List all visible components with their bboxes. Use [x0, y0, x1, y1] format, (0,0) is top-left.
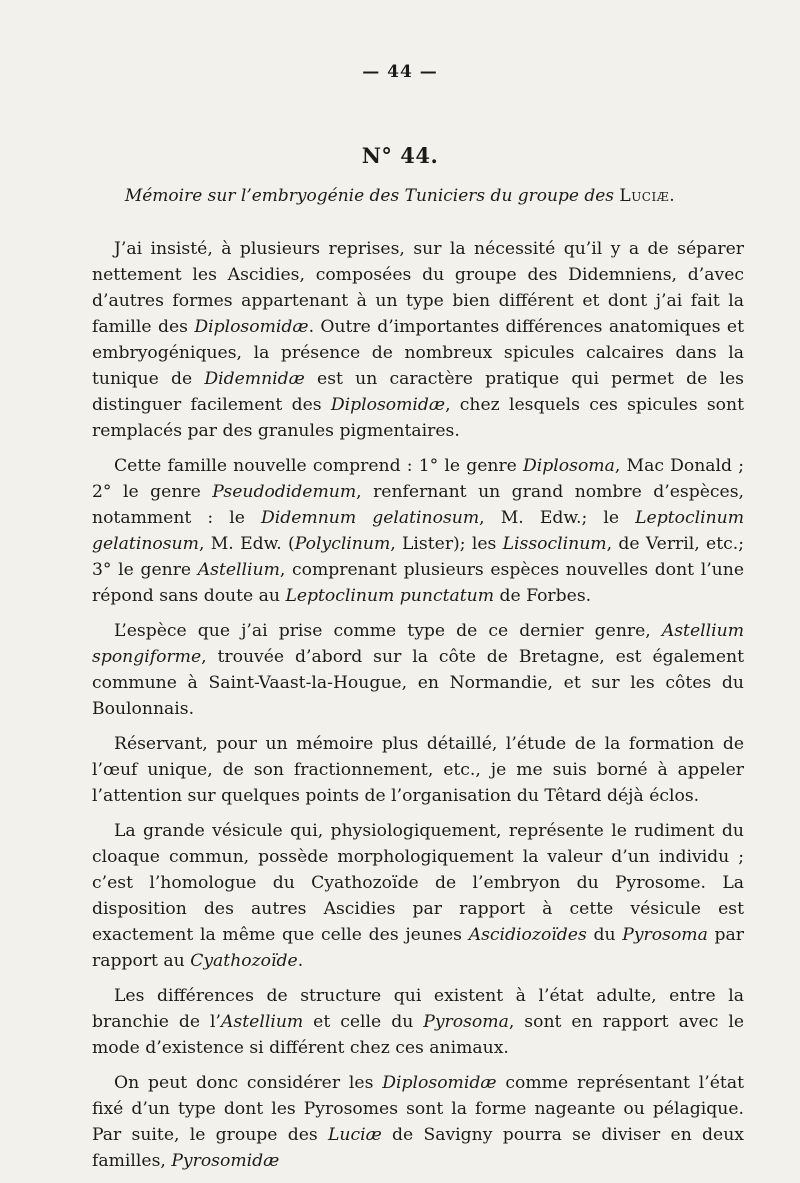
italic-term: Pyrosoma: [622, 925, 708, 945]
italic-term: Astellium: [221, 1012, 304, 1032]
text-run: , Mac Donald ; 2° le genre: [92, 456, 744, 502]
paragraph: [92, 453, 744, 609]
paragraph: [92, 236, 744, 444]
section-number: N° 44.: [361, 143, 439, 168]
text-run: J’ai insisté, à plusieurs reprises, sur la nécessité qu’il y a de séparer nettement les Ascidies, composées du groupe des Didemniens, d’avec d’autres formes appartenant à un type bien différent et dont j’ai fait la famille des: [92, 239, 744, 337]
text-run: , de Verril, etc.; 3° le genre: [92, 534, 744, 580]
page-number: — 44 —: [362, 62, 438, 82]
text-run: de Forbes.: [494, 586, 592, 606]
italic-term: Leptoclinum gelatinosum: [92, 508, 745, 554]
paragraph: [92, 1070, 744, 1174]
italic-term: Astellium spongiforme: [92, 621, 744, 667]
text-run: par rapport au: [92, 925, 745, 971]
paragraph: [92, 618, 744, 722]
italic-term: Didemnum gelatinosum: [260, 508, 480, 528]
paragraph: [92, 983, 744, 1061]
paragraph: [92, 818, 744, 974]
text-run: , comprenant plusieurs espèces nouvelles dont l’une répond sans doute au: [92, 560, 744, 606]
italic-term: Polyclinum: [294, 534, 391, 554]
text-run: , chez lesquels ces spicules sont remplacés par des granules pigmentaires.: [92, 395, 744, 441]
text-run: Réservant, pour un mémoire plus détaillé, l’étude de la formation de l’œuf unique, de son fractionnement, etc., je me suis borné à appeler l’attention sur quelques points de l’organisation du Têtard déjà éclos.: [92, 734, 744, 806]
italic-term: Lissoclinum: [502, 534, 607, 554]
text-run: L’espèce que j’ai prise comme type de ce dernier genre,: [114, 621, 662, 641]
text-run: , Lister); les: [390, 534, 503, 554]
text-run: et celle du: [303, 1012, 424, 1032]
text-run: , M. Edw.; le: [479, 508, 636, 528]
italic-term: Diplosomidæ: [194, 317, 309, 337]
italic-term: Leptoclinum punctatum: [285, 586, 494, 606]
text-run: , M. Edw. (: [198, 534, 295, 554]
italic-term: Diplosomidæ: [382, 1073, 497, 1093]
body-text: [92, 236, 744, 1183]
italic-term: Didemnidæ: [204, 369, 305, 389]
text-run: Cette famille nouvelle comprend : 1° le genre: [114, 456, 524, 476]
italic-term: Diplosomidæ: [330, 395, 446, 415]
text-run: , trouvée d’abord sur la côte de Bretagne, est également commune à Saint-Vaast-la-Hougue, en Normandie, et sur les côtes du Boulonnais.: [92, 647, 744, 719]
italic-term: Cyathozoïde: [190, 951, 298, 971]
italic-term: Pseudodidemum: [212, 482, 357, 502]
text-run: , sont en rapport avec le mode d’existence si différent chez ces animaux.: [92, 1012, 744, 1058]
section-title-taxon: Luciæ.: [619, 186, 676, 206]
text-run: .: [297, 951, 304, 971]
section-title: [0, 186, 800, 206]
text-run: est un caractère pratique qui permet de les distinguer facilement des: [92, 369, 744, 415]
italic-term: Pyrosomidæ: [171, 1151, 280, 1171]
italic-term: Luciæ: [327, 1125, 382, 1145]
text-run: Les différences de structure qui existent à l’état adulte, entre la branchie de l’: [92, 986, 744, 1032]
text-run: . Outre d’importantes différences anatomiques et embryogéniques, la présence de nombreux spicules calcaires dans la tunique de: [92, 317, 744, 389]
section-title-text: Mémoire sur l’embryogénie des Tuniciers du groupe des: [124, 186, 620, 206]
text-run: , renfernant un grand nombre d’espèces, notamment : le: [92, 482, 745, 528]
text-run: du: [586, 925, 623, 945]
italic-term: Pyrosoma: [423, 1012, 509, 1032]
text-run: On peut donc considérer les: [114, 1073, 383, 1093]
italic-term: Ascidiozoïdes: [468, 925, 587, 945]
italic-term: Diplosoma: [523, 456, 615, 476]
italic-term: Astellium: [197, 560, 280, 580]
paragraph: [92, 731, 744, 809]
text-run: La grande vésicule qui, physiologiquement, représente le rudiment du cloaque commun, possède morphologiquement la valeur d’un individu ; c’est l’homologue du Cyathozoïde de l’embryon du Pyrosome. La disposition des autres Ascidies par rapport à cette vésicule est exactement la même que celle des jeunes: [92, 821, 744, 945]
show-through-text: [120, 96, 760, 114]
text-run: comme représentant l’état fixé d’un type dont les Pyrosomes sont la forme nageante ou pélagique. Par suite, le groupe des: [92, 1073, 744, 1145]
text-run: de Savigny pourra se diviser en deux familles,: [92, 1125, 744, 1171]
